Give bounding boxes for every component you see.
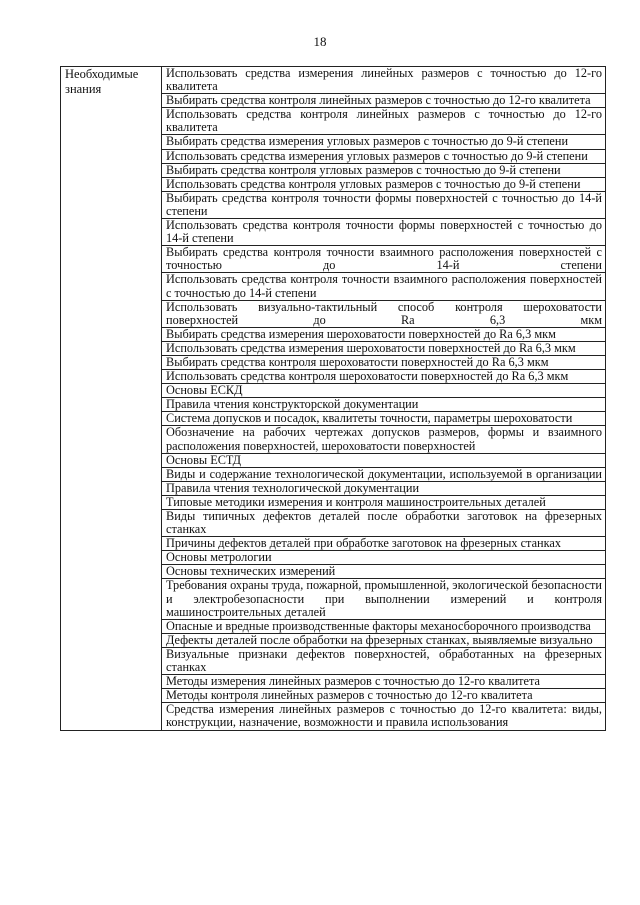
requirement-item: Основы ЕСТД <box>162 453 606 467</box>
requirement-item: Выбирать средства измерения угловых размеров с точностью до 9-й степени <box>162 135 606 149</box>
requirement-item: Средства измерения линейных размеров с точностью до 12-го квалитета: виды, конструкции, назначение, возможности и правила использования <box>162 703 606 730</box>
requirement-item: Использовать средства измерения угловых размеров с точностью до 9-й степени <box>162 149 606 163</box>
requirement-item: Использовать средства измерения шероховатости поверхностей до Ra 6,3 мкм <box>162 341 606 355</box>
requirement-item: Выбирать средства контроля линейных размеров с точностью до 12-го квалитета <box>162 94 606 108</box>
requirement-item: Основы ЕСКД <box>162 384 606 398</box>
requirement-item: Выбирать средства контроля точности формы поверхностей с точностью до 14-й степени <box>162 191 606 218</box>
requirement-item: Использовать средства контроля угловых размеров с точностью до 9-й степени <box>162 177 606 191</box>
requirement-item: Требования охраны труда, пожарной, промышленной, экологической безопасности и электробезопасности при выполнении измерений и контроля машиностроительных деталей <box>162 579 606 619</box>
requirement-item: Система допусков и посадок, квалитеты точности, параметры шероховатости <box>162 412 606 426</box>
requirement-item: Использовать средства контроля точности взаимного расположения поверхностей с точностью до 14-й степени <box>162 273 606 300</box>
requirement-item: Основы метрологии <box>162 551 606 565</box>
table-body <box>61 67 606 731</box>
requirement-item: Основы технических измерений <box>162 565 606 579</box>
requirement-item: Выбирать средства контроля шероховатости поверхностей до Ra 6,3 мкм <box>162 355 606 369</box>
requirement-item: Визуальные признаки дефектов поверхностей, обработанных на фрезерных станках <box>162 647 606 674</box>
requirement-item: Виды типичных дефектов деталей после обработки заготовок на фрезерных станках <box>162 510 606 537</box>
requirement-item: Использовать средства контроля линейных размеров с точностью до 12-го квалитета <box>162 108 606 135</box>
requirement-item: Использовать средства контроля точности формы поверхностей с точностью до 14-й степени <box>162 219 606 246</box>
table-row <box>61 67 606 94</box>
requirement-item: Выбирать средства измерения шероховатости поверхностей до Ra 6,3 мкм <box>162 327 606 341</box>
requirement-item: Правила чтения технологической документации <box>162 481 606 495</box>
requirement-item: Правила чтения конструкторской документации <box>162 398 606 412</box>
requirement-item: Методы контроля линейных размеров с точностью до 12-го квалитета <box>162 689 606 703</box>
page-number: 18 <box>313 34 327 49</box>
requirement-item: Выбирать средства контроля точности взаимного расположения поверхностей с точностью до 14-й степени <box>162 246 606 273</box>
requirements-table <box>60 66 606 731</box>
requirement-item: Использовать визуально-тактильный способ контроля шероховатости поверхностей до Ra 6,3 мкм <box>162 300 606 327</box>
requirement-item: Виды и содержание технологической документации, используемой в организации <box>162 467 606 481</box>
requirement-item: Опасные и вредные производственные факторы механосборочного производства <box>162 619 606 633</box>
requirement-item: Использовать средства контроля шероховатости поверхностей до Ra 6,3 мкм <box>162 370 606 384</box>
requirement-item: Выбирать средства контроля угловых размеров с точностью до 9-й степени <box>162 163 606 177</box>
requirement-item: Типовые методики измерения и контроля машиностроительных деталей <box>162 495 606 509</box>
requirement-item: Дефекты деталей после обработки на фрезерных станках, выявляемые визуально <box>162 633 606 647</box>
requirement-item: Обозначение на рабочих чертежах допусков размеров, формы и взаимного расположения поверхностей, шероховатости поверхностей <box>162 426 606 453</box>
requirement-item: Использовать средства измерения линейных размеров с точностью до 12-го квалитета <box>162 67 606 94</box>
requirement-item: Методы измерения линейных размеров с точностью до 12-го квалитета <box>162 675 606 689</box>
section-label: Необходимые знания <box>61 67 162 731</box>
requirement-item: Причины дефектов деталей при обработке заготовок на фрезерных станках <box>162 537 606 551</box>
